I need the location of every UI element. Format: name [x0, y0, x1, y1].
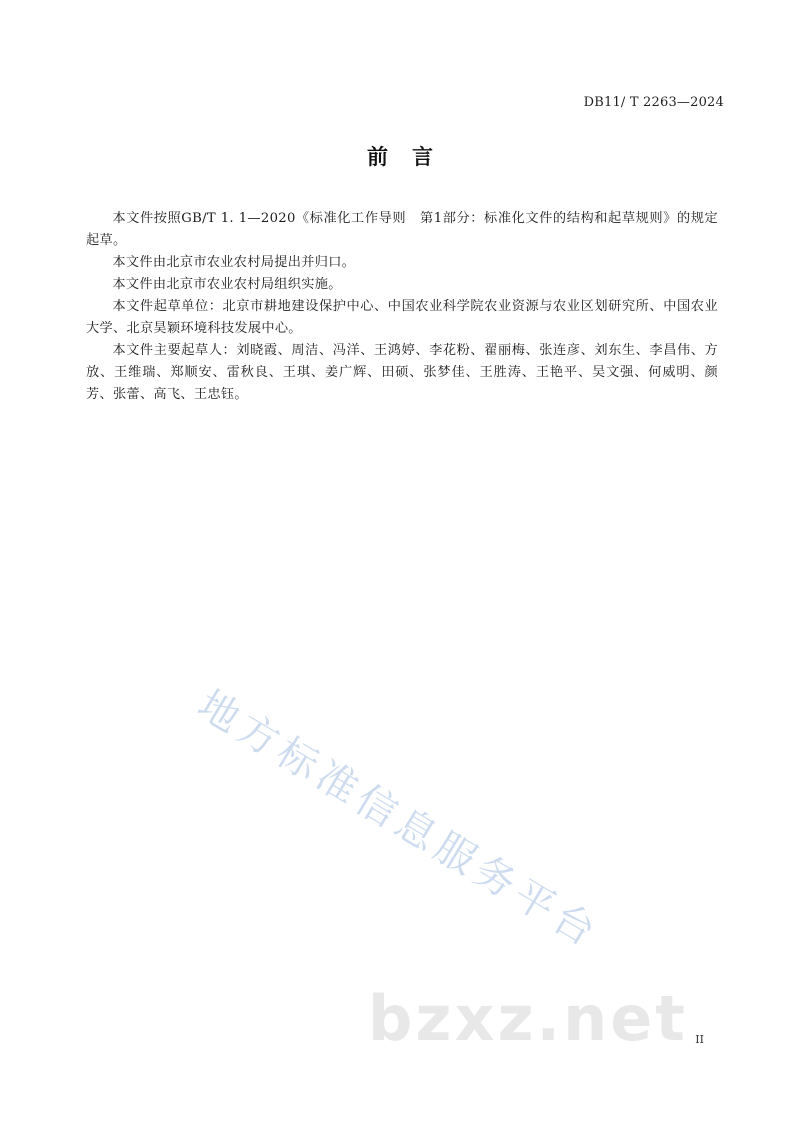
document-code: DB11/ T 2263—2024 [583, 95, 724, 110]
paragraph-implementer: 本文件由北京市农业农村局组织实施。 [112, 277, 342, 292]
foreword-body [86, 208, 718, 406]
paragraph-drafters: 本文件主要起草人：刘晓霞、周洁、冯洋、王鸿婷、李花粉、翟丽梅、张连彦、刘东生、李昌伟、方放、王维瑞、郑顺安、雷秋良、王琪、姜广辉、田硕、张梦佳、王胜涛、王艳平、吴文强、何威明、颜芳、张蕾、高飞、王忠钰。 [86, 343, 718, 402]
site-watermark: bzxz.net [368, 982, 688, 1055]
paragraph-drafting-units: 本文件起草单位：北京市耕地建设保护中心、中国农业科学院农业资源与农业区划研究所、中国农业大学、北京昊颖环境科技发展中心。 [86, 299, 718, 336]
page-title: 前言 [367, 145, 457, 169]
paragraph-proposer: 本文件由北京市农业农村局提出并归口。 [112, 255, 356, 270]
platform-watermark: 地方标准信息服务平台 [189, 681, 608, 959]
paragraph-drafting-rules: 本文件按照GB/T 1. 1—2020《标准化工作导则 第1部分：标准化文件的结构和起草规则》的规定起草。 [86, 211, 718, 248]
page-number: II [695, 1033, 704, 1046]
